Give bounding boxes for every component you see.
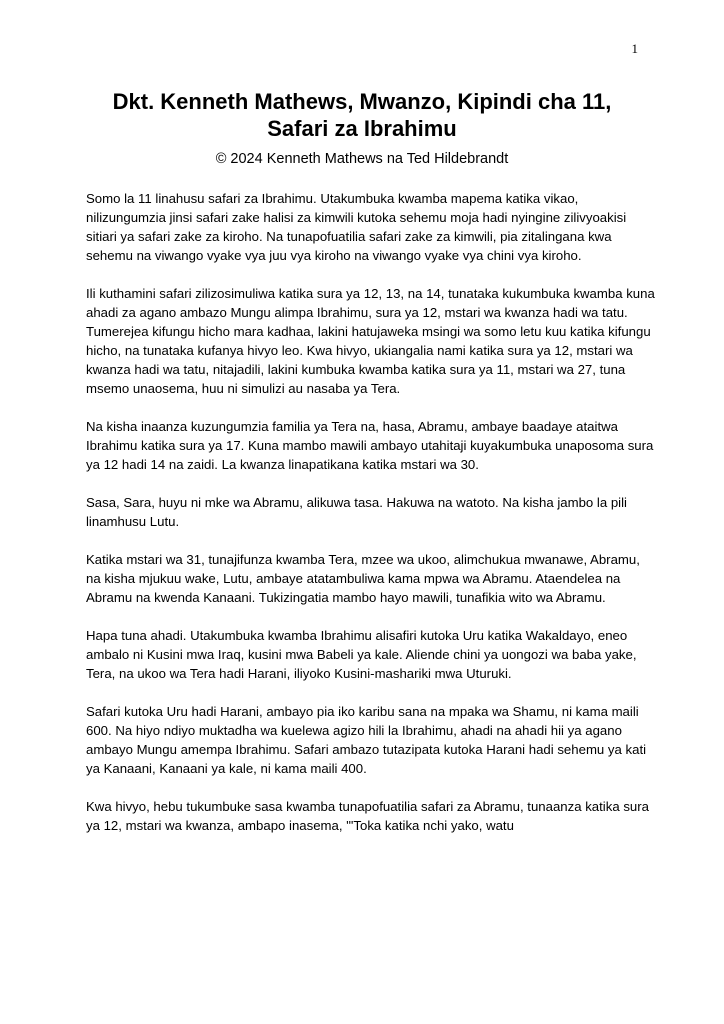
title-line-1: Dkt. Kenneth Mathews, Mwanzo, Kipindi cha 11,: [112, 89, 612, 114]
paragraph-1: Somo la 11 linahusu safari za Ibrahimu. Utakumbuka kwamba mapema katika vikao, nilizungumzia jinsi safari zake halisi za kimwili kutoka sehemu moja hadi nyingine zilivyoakisi sitiari ya safari zake za kiroho. Na tunapofuatilia safari zake za kimwili, pia zitalingana kwa sehemu na viwango vyake vya juu vya kiroho na viwango vyake vya chini vya kiroho.: [86, 191, 627, 263]
document-title: [60, 88, 664, 142]
paragraph-4: Sasa, Sara, huyu ni mke wa Abramu, alikuwa tasa. Hakuwa na watoto. Na kisha jambo la pili linamhusu Lutu.: [86, 495, 627, 529]
page-number: 1: [631, 41, 638, 56]
paragraph-2: Ili kuthamini safari zilizosimuliwa katika sura ya 12, 13, na 14, tunataka kukumbuka kwamba kuna ahadi za agano ambazo Mungu alimpa Ibrahimu, sura ya 12, mstari wa kwanza hadi wa tatu. Tumerejea kifungu hicho mara kadhaa, lakini hatujaweka msingi wa somo letu kuu katika kifungu hicho, na tunataka kufanya hivyo leo. Kwa hivyo, ukiangalia nami katika sura ya 12, mstari wa kwanza hadi wa tatu, nitajadili, lakini kumbuka kwamba katika sura ya 11, mstari wa 27, tuna msemo unaosema, huu ni simulizi au nasaba ya Tera.: [86, 286, 655, 396]
paragraph-8: Kwa hivyo, hebu tukumbuke sasa kwamba tunapofuatilia safari za Abramu, tunaanza katika sura ya 12, mstari wa kwanza, ambapo inasema, "'Toka katika nchi yako, watu: [86, 799, 649, 833]
title-line-2: Safari za Ibrahimu: [267, 116, 457, 141]
paragraph-6: Hapa tuna ahadi. Utakumbuka kwamba Ibrahimu alisafiri kutoka Uru katika Wakaldayo, eneo ambalo ni Kusini mwa Iraq, kusini mwa Babeli ya kale. Aliende chini ya uongozi wa baba yake, Tera, na ukoo wa Tera hadi Harani, iliyoko Kusini-mashariki mwa Uturuki.: [86, 628, 637, 681]
paragraph-3: Na kisha inaanza kuzungumzia familia ya Tera na, hasa, Abramu, ambaye baadaye ataitwa Ibrahimu katika sura ya 17. Kuna mambo mawili ambayo utahitaji kuyakumbuka unaposoma sura ya 12 hadi 14 na zaidi. La kwanza linapatikana katika mstari wa 30.: [86, 419, 654, 472]
document-body: [86, 189, 656, 835]
document-header: [60, 88, 664, 169]
paragraph-5: Katika mstari wa 31, tunajifunza kwamba Tera, mzee wa ukoo, alimchukua mwanawe, Abramu, na kisha mjukuu wake, Lutu, ambaye atatambuliwa kama mpwa wa Abramu. Ataendelea na Abramu na kwenda Kanaani. Tukizingatia mambo hayo mawili, tunafikia wito wa Abramu.: [86, 552, 640, 605]
copyright-line: © 2024 Kenneth Mathews na Ted Hildebrandt: [215, 151, 509, 167]
paragraph-7: Safari kutoka Uru hadi Harani, ambayo pia iko karibu sana na mpaka wa Shamu, ni kama maili 600. Na hiyo ndiyo muktadha wa kuelewa agizo hili la Ibrahimu, ahadi na ahadi hii ya agano ambayo Mungu amempa Ibrahimu. Safari ambazo tutazipata kutoka Harani hadi sehemu ya kati ya Kanaani, Kanaani ya kale, ni kama maili 400.: [86, 704, 647, 776]
